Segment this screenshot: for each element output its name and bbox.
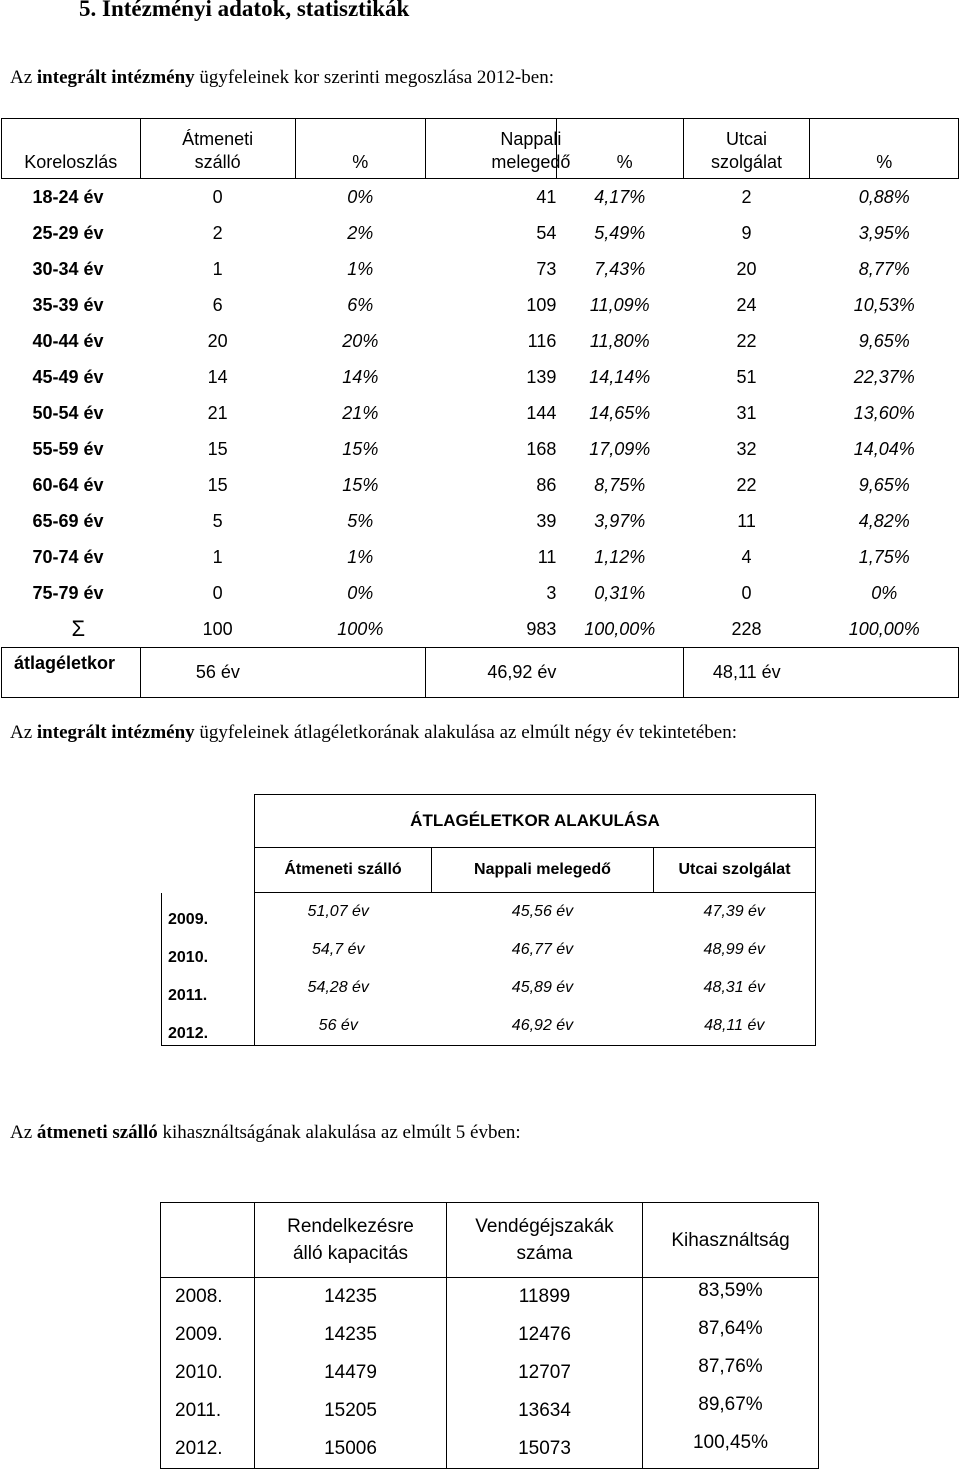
- shelter-pct: 1%: [347, 258, 374, 279]
- table-header-row: [2, 119, 959, 179]
- year-cell: 2012.: [161, 1430, 255, 1469]
- sum-cp: 100,00%: [848, 618, 920, 639]
- daycare-pct: 1,12%: [594, 546, 646, 567]
- col-daycare: Nappali melegedő: [432, 848, 654, 893]
- table-row: [2, 251, 959, 287]
- header-shelter-pct: %: [295, 119, 425, 179]
- sum-bp: 100,00%: [584, 618, 656, 639]
- util-header-year: [161, 1203, 255, 1278]
- table-row: [2, 179, 959, 216]
- shelter-pct: 21%: [342, 402, 379, 423]
- year-cell: 2010.: [162, 931, 255, 969]
- header-daycare: Nappali melegedő: [425, 119, 556, 179]
- age-cell: 75-79 év: [32, 582, 104, 603]
- shelter-count: 0: [212, 186, 223, 207]
- capacity-cell: 15006: [255, 1430, 447, 1469]
- table-row: [162, 1007, 816, 1046]
- age-cell: 55-59 év: [32, 438, 104, 459]
- year-cell: 2009.: [162, 893, 255, 931]
- table-row: [161, 1316, 819, 1354]
- capacity-cell: 14479: [255, 1354, 447, 1392]
- age-cell: 40-44 év: [32, 330, 104, 351]
- shelter-count: 5: [212, 510, 223, 531]
- daycare-count: 11: [537, 546, 557, 567]
- daycare-pct: 4,17%: [594, 186, 646, 207]
- guest-nights-cell: 15073: [447, 1430, 643, 1469]
- table-row: [161, 1430, 819, 1469]
- street-count: 0: [741, 582, 752, 603]
- shelter-count: 15: [207, 438, 228, 459]
- para-bold-term: integrált intézmény: [36, 67, 195, 88]
- caption-row: [162, 795, 816, 848]
- shelter-avg: 56 év: [255, 1007, 432, 1046]
- daycare-count: 109: [526, 294, 557, 315]
- header-age: Koreloszlás: [2, 119, 141, 179]
- colh-spacer: [162, 848, 255, 893]
- age-cell: 50-54 év: [32, 402, 104, 423]
- daycare-pct: 17,09%: [589, 438, 651, 459]
- sum-a: 100: [202, 618, 233, 639]
- shelter-pct: 0%: [347, 582, 374, 603]
- sum-b: 983: [526, 618, 557, 639]
- shelter-count: 6: [212, 294, 223, 315]
- street-count: 20: [736, 258, 757, 279]
- daycare-avg: 45,89 év: [511, 978, 574, 996]
- table-row: [2, 539, 959, 575]
- table-row: [2, 323, 959, 359]
- shelter-pct: 1%: [347, 546, 374, 567]
- shelter-count: 2: [212, 222, 223, 243]
- shelter-avg: 51,07 év: [307, 902, 369, 920]
- shelter-count: 15: [207, 474, 228, 495]
- street-count: 2: [741, 186, 752, 207]
- daycare-count: 144: [526, 402, 557, 423]
- street-pct: 9,65%: [858, 330, 910, 351]
- shelter-count: 21: [207, 402, 228, 423]
- daycare-count: 54: [536, 222, 557, 243]
- daycare-count: 73: [536, 258, 557, 279]
- street-count: 31: [736, 402, 757, 423]
- street-count: 11: [737, 510, 756, 531]
- street-count: 32: [736, 438, 757, 459]
- shelter-count: 0: [212, 582, 223, 603]
- utilization-cell: 89,67%: [643, 1392, 819, 1430]
- avg-spacer-3: [810, 648, 959, 698]
- col-capacity: Rendelkezésre álló kapacitás: [255, 1203, 447, 1278]
- intro-paragraph-age-distribution: [10, 67, 554, 89]
- year-cell: 2011.: [162, 969, 255, 1007]
- avg-spacer-2: [556, 648, 683, 698]
- street-avg: 48,31 év: [654, 969, 816, 1007]
- guest-nights-cell: 12707: [447, 1354, 643, 1392]
- street-avg: 48,11 év: [654, 1007, 816, 1046]
- shelter-utilization-table: [160, 1202, 819, 1469]
- daycare-count: 116: [527, 330, 557, 351]
- col-guest-nights: Vendégéjszakák száma: [447, 1203, 643, 1278]
- street-count: 22: [736, 474, 757, 495]
- avg-spacer-1: [295, 648, 425, 698]
- capacity-cell: 14235: [255, 1278, 447, 1317]
- year-cell: 2012.: [162, 1007, 255, 1046]
- table-row: [2, 395, 959, 431]
- header-street-pct: %: [810, 119, 959, 179]
- sum-row: [2, 611, 959, 648]
- util-header-row: [161, 1203, 819, 1278]
- table-caption: ÁTLAGÉLETKOR ALAKULÁSA: [255, 795, 816, 848]
- utilization-cell: 87,64%: [643, 1316, 819, 1354]
- street-count: 9: [741, 222, 752, 243]
- table-row: [161, 1278, 819, 1317]
- shelter-pct: 0%: [347, 186, 374, 207]
- shelter-count: 14: [207, 366, 228, 387]
- table-row: [162, 893, 816, 931]
- street-count: 51: [736, 366, 757, 387]
- shelter-count: 20: [207, 330, 228, 351]
- daycare-pct: 8,75%: [594, 474, 646, 495]
- col-shelter: Átmeneti szálló: [255, 848, 432, 893]
- shelter-pct: 15%: [342, 474, 379, 495]
- shelter-pct: 14%: [342, 366, 379, 387]
- table-row: [2, 287, 959, 323]
- shelter-pct: 2%: [347, 222, 374, 243]
- avg-label: átlagéletkor: [2, 648, 141, 698]
- daycare-count: 39: [536, 510, 557, 531]
- table-row: [2, 431, 959, 467]
- age-cell: 70-74 év: [32, 546, 104, 567]
- street-count: 24: [736, 294, 757, 315]
- table-row: [2, 575, 959, 611]
- table-row: [2, 467, 959, 503]
- daycare-count: 86: [536, 474, 557, 495]
- table-row: [161, 1354, 819, 1392]
- street-pct: 4,82%: [858, 510, 910, 531]
- intro-paragraph-utilization: Az átmeneti szálló kihasználtságának alakulása az elmúlt 5 évben:: [10, 1122, 521, 1143]
- year-cell: 2010.: [161, 1354, 255, 1392]
- daycare-avg: 46,77 év: [511, 940, 574, 958]
- daycare-avg: 45,56 év: [511, 902, 574, 920]
- street-pct: 3,95%: [858, 222, 910, 243]
- daycare-count: 3: [546, 582, 557, 603]
- utilization-cell: 83,59%: [643, 1278, 819, 1317]
- average-age-row: [2, 648, 959, 698]
- col-street: Utcai szolgálat: [654, 848, 816, 893]
- sum-c: 228: [731, 618, 762, 639]
- daycare-count: 168: [526, 438, 557, 459]
- street-count: 22: [736, 330, 757, 351]
- age-cell: 60-64 év: [32, 474, 104, 495]
- street-pct: 13,60%: [853, 402, 915, 423]
- average-age-trend-table: [161, 794, 816, 1046]
- age-cell: 18-24 év: [32, 186, 104, 207]
- street-count: 4: [741, 546, 752, 567]
- header-daycare-pct: %: [556, 119, 683, 179]
- table-row: [162, 931, 816, 969]
- section-title: 5. Intézményi adatok, statisztikák: [79, 0, 410, 21]
- daycare-pct: 0,31%: [594, 582, 646, 603]
- street-pct: 8,77%: [858, 258, 910, 279]
- table-row: [2, 359, 959, 395]
- capacity-cell: 14235: [255, 1316, 447, 1354]
- year-cell: 2009.: [161, 1316, 255, 1354]
- age-cell: 25-29 év: [32, 222, 104, 243]
- street-pct: 9,65%: [858, 474, 910, 495]
- street-avg: 48,99 év: [654, 931, 816, 969]
- guest-nights-cell: 11899: [447, 1278, 643, 1317]
- daycare-pct: 7,43%: [594, 258, 646, 279]
- daycare-count: 41: [536, 186, 557, 207]
- avg-shelter: 56 év: [140, 648, 295, 698]
- utilization-cell: 87,76%: [643, 1354, 819, 1392]
- table-row: [161, 1392, 819, 1430]
- age-cell: 30-34 év: [32, 258, 104, 279]
- age-cell: 65-69 év: [32, 510, 104, 531]
- shelter-pct: 5%: [347, 510, 374, 531]
- daycare-pct: 14,65%: [589, 402, 651, 423]
- col-utilization: Kihasználtság: [643, 1203, 819, 1278]
- caption-spacer: [162, 795, 255, 848]
- street-pct: 10,53%: [853, 294, 915, 315]
- daycare-count: 139: [526, 366, 557, 387]
- table-row: [162, 969, 816, 1007]
- street-pct: 0,88%: [858, 186, 910, 207]
- capacity-cell: 15205: [255, 1392, 447, 1430]
- daycare-pct: 5,49%: [594, 222, 646, 243]
- sum-ap: 100%: [337, 618, 384, 639]
- shelter-count: 1: [212, 258, 223, 279]
- age-cell: 45-49 év: [32, 366, 104, 387]
- para-suffix: ügyfeleinek kor szerinti megoszlása 2012-ben:: [194, 67, 554, 88]
- age-distribution-table: [1, 118, 959, 698]
- header-street: Utcai szolgálat: [683, 119, 810, 179]
- table-row: [2, 503, 959, 539]
- guest-nights-cell: 13634: [447, 1392, 643, 1430]
- shelter-count: 1: [212, 546, 223, 567]
- avg-daycare: 46,92 év: [425, 648, 556, 698]
- daycare-pct: 11,80%: [589, 330, 650, 351]
- daycare-avg: 46,92 év: [432, 1007, 654, 1046]
- avg-street: 48,11 év: [683, 648, 810, 698]
- shelter-pct: 20%: [342, 330, 379, 351]
- daycare-pct: 3,97%: [594, 510, 646, 531]
- street-pct: 14,04%: [853, 438, 915, 459]
- guest-nights-cell: 12476: [447, 1316, 643, 1354]
- sum-symbol: Σ: [71, 616, 86, 641]
- street-pct: 22,37%: [853, 366, 915, 387]
- shelter-avg: 54,28 év: [307, 978, 369, 996]
- column-header-row: [162, 848, 816, 893]
- intro-paragraph-average-age: Az integrált intézmény ügyfeleinek átlagéletkorának alakulása az elmúlt négy év tekintetében:: [10, 722, 737, 743]
- header-shelter: Átmeneti szálló: [140, 119, 295, 179]
- year-cell: 2008.: [161, 1278, 255, 1317]
- utilization-cell: 100,45%: [643, 1430, 819, 1469]
- age-cell: 35-39 év: [32, 294, 104, 315]
- para-prefix: Az: [10, 67, 37, 88]
- street-avg: 47,39 év: [654, 893, 816, 931]
- street-pct: 0%: [871, 582, 898, 603]
- daycare-pct: 11,09%: [589, 294, 650, 315]
- year-cell: 2011.: [161, 1392, 255, 1430]
- shelter-avg: 54,7 év: [312, 940, 365, 958]
- shelter-pct: 15%: [342, 438, 379, 459]
- street-pct: 1,75%: [858, 546, 910, 567]
- daycare-pct: 14,14%: [589, 366, 651, 387]
- table-row: [2, 215, 959, 251]
- shelter-pct: 6%: [347, 294, 374, 315]
